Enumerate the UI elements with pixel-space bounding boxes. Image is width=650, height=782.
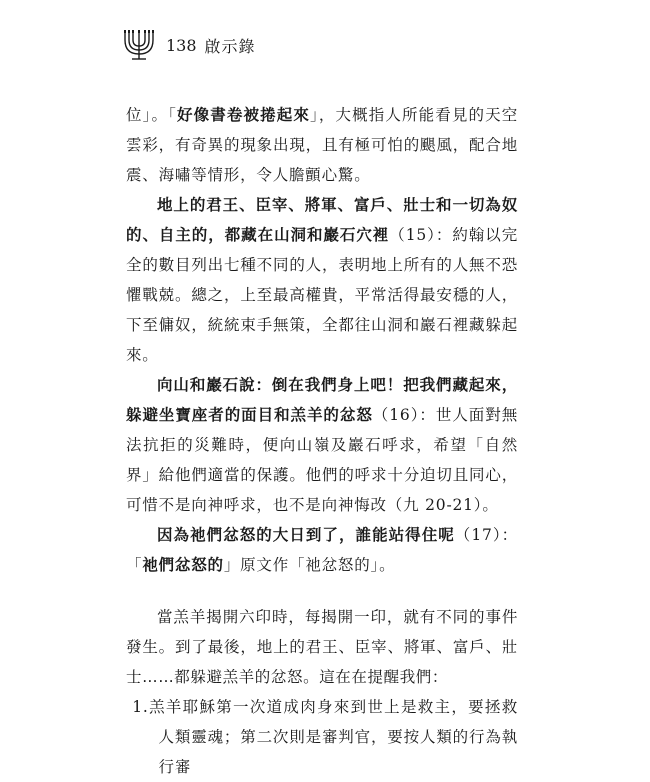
text-run: 位」。「: [126, 106, 177, 124]
text-run: 」，大概指人所能看見的天空雲彩，有奇異的現象出現，且有極可怕的颶風，配合地震、海嘯等情形，令人膽顫心驚。: [126, 106, 519, 184]
text-run: 」原文作「祂忿怒的」。: [223, 556, 396, 574]
page-body: [126, 100, 518, 782]
text-run: （15）：約翰以完全的數目列出七種不同的人，表明地上所有的人無不恐懼戰兢。總之，上至最高權貴，平常活得最安穩的人，下至傭奴，統統束手無策，全都往山洞和巖石裡藏躲起來。: [126, 226, 518, 364]
paragraph-5: 當羔羊揭開六印時，每揭開一印，就有不同的事件發生。到了最後，地上的君王、臣宰、將軍、富戶、壯士……都躲避羔羊的忿怒。這在在提醒我們：: [126, 608, 518, 686]
paragraph-4: [126, 520, 518, 580]
page-header: [122, 28, 256, 62]
text-run: （17）：「: [126, 526, 518, 574]
bold-phrase: 祂們忿怒的: [142, 555, 224, 574]
paragraph-3: [126, 370, 518, 520]
bold-phrase: 好像書卷被捲起來: [177, 105, 310, 124]
paragraph-1: [126, 100, 518, 190]
text-run: （16）：世人面對無法抗拒的災難時，便向山嶺及巖石呼求，希望「自然界」給他們適當的保護。他們的呼求十分迫切且同心，可惜不是向神呼求，也不是向神悔改（九 20-21）。: [126, 406, 518, 514]
paragraph-2: [126, 190, 518, 370]
section-gap: [126, 580, 518, 602]
page-number: 138: [166, 35, 197, 55]
bold-phrase: 地上的君王、臣宰、將軍、富戶、壯士和一切為奴的、自主的，都藏在山洞和巖石穴裡: [126, 195, 518, 244]
book-title: 啟示錄: [204, 36, 256, 56]
bold-phrase: 因為祂們忿怒的大日到了，誰能站得住呢: [157, 525, 455, 544]
menorah-icon: [122, 28, 156, 62]
list-item-1: 1.羔羊耶穌第一次道成肉身來到世上是救主，要拯救人類靈魂；第二次則是審判官，要按人類的行為執行審: [132, 698, 518, 776]
bold-phrase: 向山和巖石說：倒在我們身上吧！把我們藏起來，躲避坐寶座者的面目和羔羊的忿怒: [126, 375, 518, 424]
